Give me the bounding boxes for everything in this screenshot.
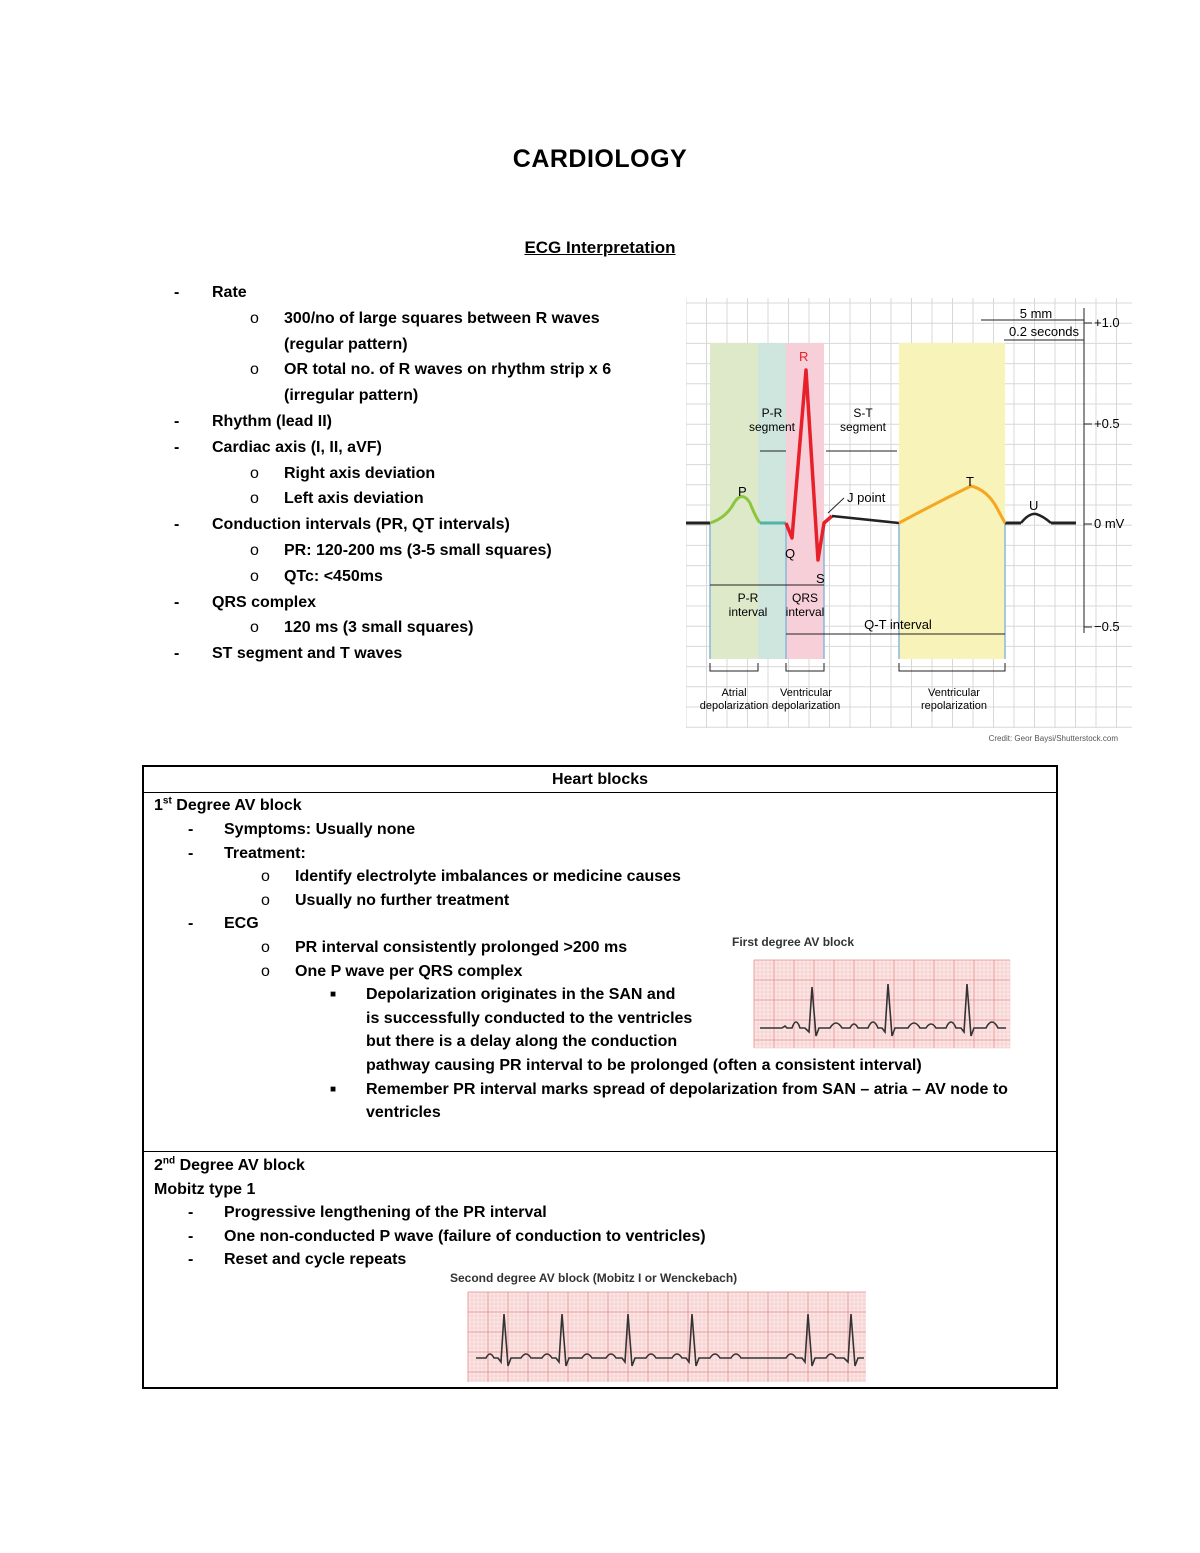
label-atrial-2: depolarization	[699, 700, 769, 712]
scale-02s-label: 0.2 seconds	[1008, 324, 1080, 339]
strip-caption: First degree AV block	[732, 935, 855, 949]
label-p: P	[738, 484, 747, 499]
list-item-continued: (regular pattern)	[284, 335, 408, 353]
list-item: o OR total no. of R waves on rhythm strip x 6	[250, 361, 612, 379]
list-item: - Treatment:	[188, 844, 306, 862]
label-vent-dep-2: depolarization	[771, 700, 841, 712]
list-item: - QRS complex	[174, 593, 317, 611]
label-pr-interval-2: interval	[728, 605, 768, 619]
label-qrs-interval-2: interval	[785, 605, 825, 619]
list-item: ■ Depolarization originates in the SAN and	[330, 986, 676, 1004]
list-item-continued: (irregular pattern)	[284, 387, 419, 405]
label-pr-segment: P-R	[761, 406, 783, 420]
second-degree-title: 2nd Degree AV block Mobitz type 1	[154, 1154, 305, 1201]
label-pr-segment-2: segment	[748, 420, 796, 434]
list-item: - Symptoms: Usually none	[188, 821, 416, 838]
list-item: - One non-conducted P wave (failure of conduction to ventricles)	[188, 1227, 706, 1245]
image-credit: Credit: Geor Baysi/Shutterstock.com	[988, 734, 1118, 743]
list-item: o 120 ms (3 small squares)	[250, 619, 474, 637]
label-q: Q	[785, 546, 796, 561]
t-wave-zone	[899, 343, 1005, 659]
first-degree-title: 1st Degree AV block	[154, 795, 302, 814]
label-s: S	[816, 571, 825, 586]
list-item-continued: is successfully conducted to the ventricles	[366, 1009, 693, 1027]
ecg-interpretation-list	[174, 280, 612, 667]
label-vent-dep: Ventricular	[780, 687, 832, 699]
scale-5mm-label: 5 mm	[1019, 306, 1053, 321]
label-vent-rep-2: repolarization	[920, 700, 988, 712]
list-item: ■ Remember PR interval marks spread of depolarization from SAN – atria – AV node to	[330, 1080, 1008, 1098]
ecg-waveform-diagram	[686, 298, 1132, 743]
label-qrs-interval: QRS	[791, 591, 819, 605]
label-j-point: J point	[847, 490, 886, 505]
page-subtitle: ECG Interpretation	[524, 238, 676, 257]
list-item: - Progressive lengthening of the PR interval	[188, 1204, 547, 1221]
mobitz-subtitle: Mobitz type 1	[154, 1180, 256, 1198]
list-item: - ECG	[188, 915, 259, 933]
list-item: o QTc: <450ms	[250, 567, 383, 585]
y-label-plus1: +1.0	[1094, 315, 1120, 330]
list-item: o PR: 120-200 ms (3-5 small squares)	[250, 541, 552, 559]
label-r: R	[799, 349, 809, 364]
second-degree-cell	[144, 1152, 1056, 1387]
list-item: o Usually no further treatment	[261, 891, 510, 909]
list-item: o Identify electrolyte imbalances or medicine causes	[261, 868, 681, 886]
heart-blocks-table	[142, 765, 1058, 1389]
list-item: - Cardiac axis (I, II, aVF)	[174, 438, 382, 456]
label-atrial: Atrial	[721, 687, 747, 699]
list-item: - Rate	[174, 284, 247, 301]
list-item-continued: ventricles	[366, 1104, 441, 1122]
list-item: o One P wave per QRS complex	[261, 962, 523, 980]
y-label-minus05: −0.5	[1094, 619, 1120, 634]
label-st-segment: S-T	[853, 406, 873, 420]
list-item: o Left axis deviation	[250, 490, 424, 508]
list-item: o PR interval consistently prolonged >200 ms	[261, 938, 628, 956]
first-degree-cell	[144, 792, 1056, 1152]
label-t: T	[966, 474, 974, 489]
strip-caption: Second degree AV block (Mobitz I or Wenckebach)	[450, 1271, 738, 1285]
list-item-continued: but there is a delay along the conduction	[366, 1033, 678, 1051]
list-item: o Right axis deviation	[250, 464, 436, 482]
label-st-segment-2: segment	[839, 420, 887, 434]
list-item: - Rhythm (lead II)	[174, 412, 333, 430]
y-label-zero: 0 mV	[1094, 516, 1125, 531]
label-u: U	[1029, 498, 1039, 513]
list-item-continued: pathway causing PR interval to be prolonged (often a consistent interval)	[366, 1056, 922, 1074]
page-title: CARDIOLOGY	[512, 145, 688, 173]
label-pr-interval: P-R	[737, 591, 759, 605]
label-qt-interval: Q-T interval	[864, 617, 932, 632]
label-vent-rep: Ventricular	[928, 687, 980, 699]
list-item: - ST segment and T waves	[174, 645, 403, 663]
list-item: - Reset and cycle repeats	[188, 1251, 407, 1269]
list-item: - Conduction intervals (PR, QT intervals)	[174, 516, 510, 534]
first-degree-strip	[732, 932, 1014, 1052]
list-item: o 300/no of large squares between R waves	[250, 309, 600, 327]
table-header: Heart blocks	[144, 767, 1056, 793]
y-label-plus05: +0.5	[1094, 416, 1120, 431]
second-degree-strip	[446, 1266, 882, 1386]
second-degree-list	[188, 1201, 706, 1272]
